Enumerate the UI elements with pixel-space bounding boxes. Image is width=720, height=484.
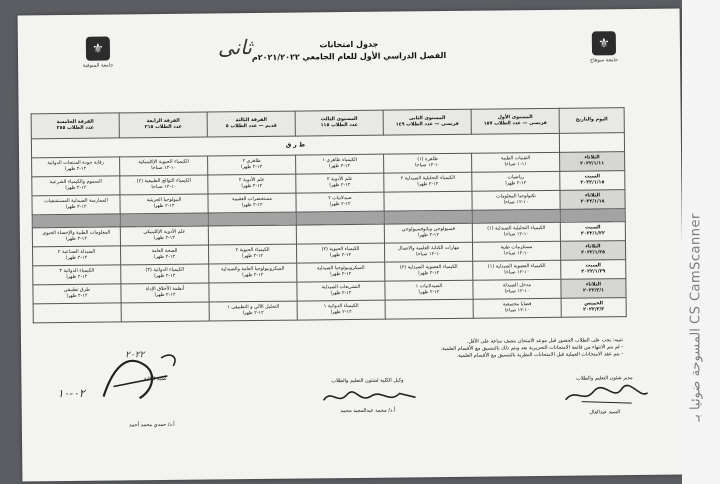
exam-cell: الكيمياء التحليلية الصيدلية (١) ١٠-١٢ صباحا xyxy=(472,222,560,242)
day-cell: الخميس ٢٠٢٢/٢/٣ xyxy=(561,298,626,318)
exam-cell: الكيمياء العضوية الصيدلية (١) ١٠-١٢ صباحا xyxy=(473,260,561,280)
exam-cell xyxy=(384,191,472,211)
column-header: الفرقة الخامسة عدد الطلاب ٢٨٥ xyxy=(31,113,119,139)
exam-cell: تكنولوجيا المعلومات ١٠-١٢ صباحا xyxy=(472,190,560,210)
day-cell: السبت ٢٠٢٢/١/١٥ xyxy=(560,171,625,191)
exam-cell: الكيمياء ظاهري ١ ١٢-٢ ظهرا xyxy=(296,154,384,174)
day-cell: الثلاثاء ٢٠٢٢/٢/١ xyxy=(561,279,626,299)
exam-cell: البيولوجيا الجزيئية ١٢-٢ ظهرا xyxy=(120,194,208,214)
university-name-right: جامعة سوهاج xyxy=(589,57,619,64)
day-cell: الثلاثاء ٢٠٢٢/١/١١ xyxy=(560,152,625,172)
exam-cell: السموم والكيمياء الشرعية ١٢-٢ ظهرا xyxy=(32,176,120,196)
exam-cell: أنظمة الأخلاق الإداة ١٢-٢ ظهرا xyxy=(121,283,209,303)
banner-label: ط ر ق xyxy=(31,133,559,158)
university-logo-right: ⚜ xyxy=(592,31,616,55)
exam-cell: رقابة جودة المنتجات الدوائية ١٢-٢ ظهرا xyxy=(32,157,120,177)
note-line: - لم يتم الانتهاء من قائمة الامتحانات التحريرية بعد ويتم ذلك بالتنسيق مع الأقسام العلمية. xyxy=(440,344,624,353)
signature-title-vice-dean: وكيل الكلية لشئون التعليم والطلاب xyxy=(331,377,404,385)
exam-cell: علم الأدوية ٢ ١٢-٢ ظهرا xyxy=(208,174,296,194)
exam-cell: قضايا مجتمعية ١٠-١٢ صباحا xyxy=(473,298,561,318)
university-name-left: جامعة المنوفية xyxy=(82,62,114,69)
exam-cell: مهارات الكتابة العلمية والاتصال ١٠-١٢ صباحا xyxy=(384,242,472,262)
exam-cell xyxy=(296,224,384,244)
signature-director xyxy=(561,381,651,408)
notes-block xyxy=(373,337,623,361)
exam-cell: الصحة العامة ١٢-٢ ظهرا xyxy=(120,245,208,265)
signature-name-vice-dean: أ.د/ محمد عبدالمجيد محمد xyxy=(340,407,396,415)
exam-cell: مستحضرات العقيمة ١٢-٢ ظهرا xyxy=(208,193,296,213)
exam-cell: الكيمياء الحيوية (٢) ١٢-٢ ظهرا xyxy=(296,243,384,263)
exam-cell xyxy=(385,299,473,319)
exam-cell: الصيدلانيات ١ ١٢-٢ ظهرا xyxy=(385,280,473,300)
exam-cell: صيدلانيات ٢ ١٢-٢ ظهرا xyxy=(296,192,384,212)
exam-cell: الممارسة الصيدلية المستشفيات ١٢-٢ ظهرا xyxy=(32,195,120,215)
handwritten-note: ثانى xyxy=(217,35,252,60)
exam-cell: طرق تطبيقي ١٢-٢ ظهرا xyxy=(33,284,121,304)
exam-cell: الكيمياء التحليلية الصيدلية ٢ ١٢-٢ ظهرا xyxy=(384,172,472,192)
note-line: - يتم عقد الامتحانات العملية قبل الامتحانات النظرية بالتنسيق مع الأقسام العلمية. xyxy=(456,351,624,359)
exam-cell xyxy=(33,303,121,323)
exam-cell: التحليل الآلي و التطبيقى ١ ١٢-٢ ظهرا xyxy=(209,301,297,321)
document-subtitle: الفصل الدراسي الأول للعام الجامعي ٢٠٢١/٢٠٢٢م xyxy=(251,50,447,63)
column-header: الفرقة الثالثة قديم — عدد الطلاب ٥ xyxy=(207,111,295,137)
signature-date-note: ٠٢-١٠ xyxy=(57,386,85,401)
column-header: اليوم والتاريخ xyxy=(559,108,624,134)
exam-cell xyxy=(209,282,297,302)
scanner-margin xyxy=(682,0,720,484)
exam-cell: الكيمياء العضوية الصيدلية (٢) ١٢-٢ ظهرا xyxy=(385,261,473,281)
signature-vice-dean xyxy=(319,385,419,408)
note-line: تنبيه: يجب على الطلاب الحضور قبل موعد الامتحان بنصف ساعة على الأقل. xyxy=(466,337,624,345)
exam-cell: مستلزمات طبية ١٠-١٢ صباحا xyxy=(472,241,560,261)
camscanner-watermark: المسوحة ضوئيا بـ CS CamScanner xyxy=(688,213,704,422)
column-header: الفرقة الرابعة عدد الطلاب ٢١٥ xyxy=(119,112,207,138)
exam-cell: مدخل الصيدلة ١٠-١٢ صباحا xyxy=(473,279,561,299)
exam-cell: علم الأدوية الإكلينيكي ١٢-٢ ظهرا xyxy=(120,226,208,246)
exam-cell: المعلومات الطبية والإحصاء الحيوي ١٢-٢ ظهرا xyxy=(32,227,120,247)
exam-cell: التشريعات الصيدلية ١٢-٢ ظهرا xyxy=(297,281,385,301)
signature-name-dean: أ.د/ حمدي محمد أحمد xyxy=(129,421,175,429)
exam-cell: فسيولوجي وباثوفسيولوجي ١٢-٢ ظهرا xyxy=(384,223,472,243)
exam-cell: الميكروبيولوجيا العامة والصيدلية ١٢-٢ ظهرا xyxy=(209,263,297,283)
exam-cell: التقنيات الطبية ١١-١ صباحا xyxy=(472,152,560,172)
day-cell: السبت ٢٠٢٢/١/٢٩ xyxy=(561,260,626,280)
university-logo-left: ⚜ xyxy=(86,37,110,61)
exam-cell: الميكروبيولوجيا الصيدلية ١٢-٢ ظهرا xyxy=(297,262,385,282)
signature-title-dean: عميد الكلية xyxy=(143,375,167,383)
exam-cell: الكيمياء الحيوية الإكلينيكية ١٠-١٢ صباحا xyxy=(120,156,208,176)
signature-title-director: مدير شئون التعليم والطلاب xyxy=(576,375,633,382)
exam-cell: الكيمياء التوالج الطبيعية (٢) ١٠-١٢ صباحا xyxy=(120,175,208,195)
day-cell: الثلاثاء ٢٠٢٢/١/١٨ xyxy=(560,190,625,210)
column-header: المستوى الثالث عدد الطلاب ١١٥ xyxy=(295,110,383,136)
exam-cell xyxy=(121,302,209,322)
exam-cell: الكيمياء الدوائية (٣) ١٢-٢ ظهرا xyxy=(121,264,209,284)
exam-table xyxy=(31,107,627,323)
exam-cell xyxy=(208,225,296,245)
exam-cell: الصيدلة الصناعية ٢ ١٢-٢ ظهرا xyxy=(33,246,121,266)
exam-cell: ظاهري ٢ ١٢-٢ ظهرا xyxy=(208,155,296,175)
exam-cell: ظاهرة (١) ١٠-١٢ صباحا xyxy=(384,153,472,173)
exam-schedule-document xyxy=(18,9,685,482)
column-header: المستوى الأول فرنسى — عدد الطلاب ١٥٧ xyxy=(471,108,559,134)
exam-cell: الكيمياء الحيوية ٢ ١٢-٢ ظهرا xyxy=(208,244,296,264)
day-cell: السبت ٢٠٢٢/١/٢٢ xyxy=(560,222,625,242)
exam-cell: الكيمياء الدوائية ٣ ١٢-٢ ظهرا xyxy=(33,265,121,285)
signature-year-note: ٢٠٢٢ xyxy=(125,350,145,361)
banner-cell xyxy=(559,133,624,153)
document-title: جدول امتحانات xyxy=(319,39,379,50)
exam-cell: علم الأدوية ٢ ١٢-٢ ظهرا xyxy=(296,173,384,193)
exam-cell: رياضيات ١٢-٢ ظهرا xyxy=(472,171,560,191)
column-header: المستوى الثانى فرنسى — عدد الطلاب ١٤٩ xyxy=(383,109,471,135)
day-cell: الثلاثاء ٢٠٢٢/١/٢٥ xyxy=(560,241,625,261)
signature-name-director: السيد عبدالعال xyxy=(589,409,621,416)
exam-cell: الكيمياء الدوائية ١ ١٢-٢ ظهرا xyxy=(297,300,385,320)
